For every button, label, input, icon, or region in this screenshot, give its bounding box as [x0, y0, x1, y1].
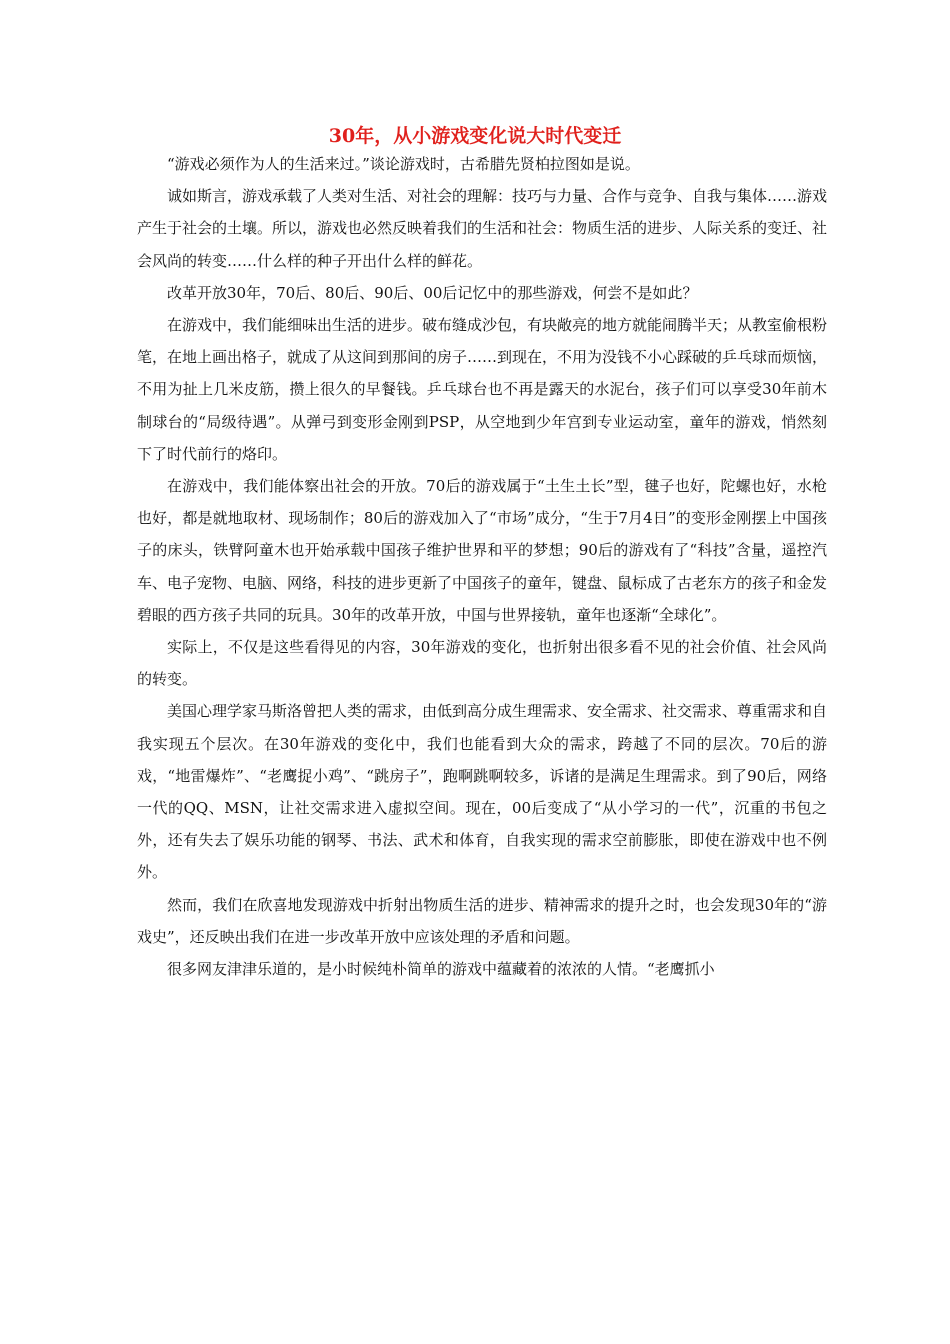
document-body	[137, 148, 827, 985]
document-title: 30年，从小游戏变化说大时代变迁	[328, 125, 622, 147]
paragraph: “游戏必须作为人的生活来过。”谈论游戏时，古希腊先贤柏拉图如是说。	[167, 155, 640, 173]
paragraph: 美国心理学家马斯洛曾把人类的需求，由低到高分成生理需求、安全需求、社交需求、尊重需求和自我实现五个层次。在30年游戏的变化中，我们也能看到大众的需求，跨越了不同的层次。70后的游戏，“地雷爆炸”、“老鹰捉小鸡”、“跳房子”，跑啊跳啊较多，诉诸的是满足生理需求。到了90后，网络一代的QQ、MSN，让社交需求进入虚拟空间。现在，00后变成了“从小学习的一代”，沉重的书包之外，还有失去了娱乐功能的钢琴、书法、武术和体育，自我实现的需求空前膨胀，即使在游戏中也不例外。	[137, 702, 828, 882]
paragraph: 很多网友津津乐道的，是小时候纯朴简单的游戏中蕴藏着的浓浓的人情。“老鹰抓小	[167, 960, 715, 979]
paragraph: 诚如斯言，游戏承载了人类对生活、对社会的理解：技巧与力量、合作与竞争、自我与集体……游戏产生于社会的土壤。所以，游戏也必然反映着我们的生活和社会：物质生活的进步、人际关系的变迁、社会风尚的转变……什么样的种子开出什么样的鲜花。	[137, 187, 828, 270]
paragraph: 实际上，不仅是这些看得见的内容，30年游戏的变化，也折射出很多看不见的社会价值、社会风尚的转变。	[137, 638, 827, 689]
paragraph: 在游戏中，我们能细味出生活的进步。破布缝成沙包，有块敞亮的地方就能闹腾半天；从教室偷根粉笔，在地上画出格子，就成了从这间到那间的房子……到现在，不用为没钱不小心踩破的乒乓球而烦恼，不用为扯上几米皮筋，攒上很久的早餐钱。乒乓球台也不再是露天的水泥台，孩子们可以享受30年前木制球台的“局级待遇”。从弹弓到变形金刚到PSP，从空地到少年宫到专业运动室，童年的游戏，悄然刻下了时代前行的烙印。	[137, 316, 828, 463]
paragraph: 然而，我们在欣喜地发现游戏中折射出物质生活的进步、精神需求的提升之时，也会发现30年的“游戏史”，还反映出我们在进一步改革开放中应该处理的矛盾和问题。	[137, 895, 827, 946]
paragraph: 在游戏中，我们能体察出社会的开放。70后的游戏属于“土生土长”型，毽子也好，陀螺也好，水枪也好，都是就地取材、现场制作；80后的游戏加入了“市场”成分，“生于7月4日”的变形金刚摆上中国孩子的床头，铁臂阿童木也开始承载中国孩子维护世界和平的梦想；90后的游戏有了“科技”含量，遥控汽车、电子宠物、电脑、网络，科技的进步更新了中国孩子的童年，键盘、鼠标成了古老东方的孩子和金发碧眼的西方孩子共同的玩具。30年的改革开放，中国与世界接轨，童年也逐渐“全球化”。	[137, 477, 828, 624]
paragraph: 改革开放30年，70后、80后、90后、00后记忆中的那些游戏，何尝不是如此？	[167, 283, 698, 302]
